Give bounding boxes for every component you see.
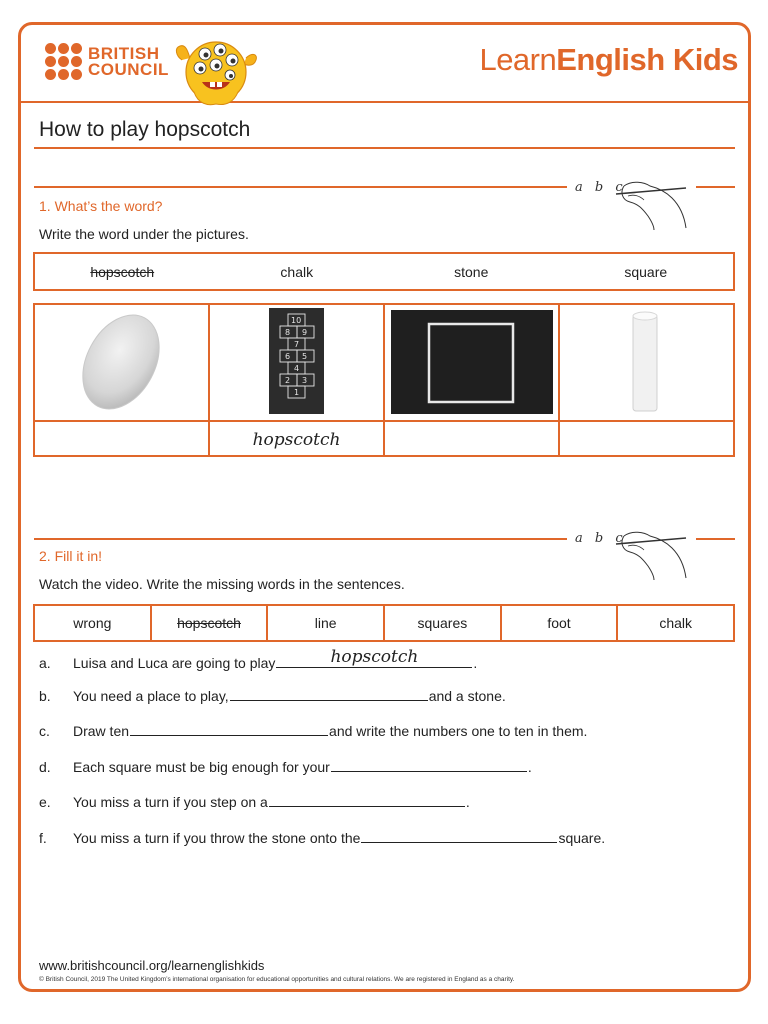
- sentence-text: Draw ten: [73, 723, 130, 739]
- section2-heading: 2. Fill it in!: [39, 548, 103, 564]
- sentence-text: .: [473, 655, 478, 671]
- sentence-text: and write the numbers one to ten in them.: [329, 723, 588, 739]
- sentence-letter: f.: [39, 830, 47, 846]
- section1-rule-left: [34, 186, 567, 188]
- picture-answer: [385, 422, 558, 457]
- svg-text:3: 3: [302, 376, 308, 385]
- sentence-letter: c.: [39, 723, 50, 739]
- logo-line-1: BRITISH: [88, 43, 160, 63]
- sentence-e: [39, 793, 470, 810]
- section2-abc: a b c: [575, 531, 627, 546]
- picture-table: [33, 303, 735, 457]
- svg-text:2: 2: [285, 376, 291, 385]
- svg-text:1: 1: [294, 388, 300, 397]
- section2-rule-left: [34, 538, 567, 540]
- word-bank-item: square: [624, 263, 668, 280]
- learnenglish-kids-logo: [479, 42, 738, 78]
- svg-text:6: 6: [285, 352, 291, 361]
- stone-image: [75, 309, 167, 415]
- word-bank-item: foot: [500, 606, 617, 640]
- section1-abc: a b c: [575, 180, 627, 195]
- svg-text:5: 5: [302, 352, 308, 361]
- answer-blank[interactable]: [331, 758, 527, 772]
- sentence-text: Luisa and Luca are going to play: [73, 655, 276, 671]
- writing-hand-icon: [614, 522, 692, 580]
- word-bank-1: [33, 252, 735, 291]
- answer-blank[interactable]: [276, 647, 472, 668]
- section1-rule-right: [696, 186, 735, 188]
- sentence-c: [39, 722, 587, 739]
- word-bank-item: line: [266, 606, 383, 640]
- footer-legal: © British Council, 2019 The United Kingdom’s international organisation for educational opportunities and cultural relations. We are registered in England as a charity.: [39, 976, 515, 983]
- title-underline: [34, 147, 735, 149]
- word-bank-item: chalk: [616, 606, 733, 640]
- footer-url[interactable]: www.britishcouncil.org/learnenglishkids: [39, 958, 265, 973]
- section2-rule-right: [696, 538, 735, 540]
- section2-instruction: Watch the video. Write the missing words in the sentences.: [39, 576, 405, 592]
- british-council-dots-icon: [45, 43, 82, 80]
- sentence-a: [39, 647, 478, 671]
- sentence-f: [39, 829, 605, 846]
- page-frame: [18, 22, 751, 992]
- sentence-letter: d.: [39, 759, 51, 775]
- svg-text:7: 7: [294, 340, 300, 349]
- chalk-image: [631, 309, 661, 415]
- sentence-text: and a stone.: [428, 688, 506, 704]
- writing-hand-icon: [614, 172, 692, 230]
- answer-blank[interactable]: [361, 829, 557, 843]
- section1-heading: 1. What’s the word?: [39, 198, 163, 214]
- answer-blank[interactable]: [130, 722, 328, 736]
- sentence-b: [39, 687, 506, 704]
- word-bank-item: stone: [454, 263, 489, 280]
- british-council-logo: [45, 43, 169, 80]
- answer-text: hopscotch: [330, 647, 419, 667]
- word-bank-item: hopscotch: [150, 606, 267, 640]
- word-bank-2: [33, 604, 735, 642]
- section1-instruction: Write the word under the pictures.: [39, 226, 249, 242]
- answer-blank[interactable]: [230, 687, 428, 701]
- answer-blank[interactable]: [269, 793, 465, 807]
- svg-text:8: 8: [285, 328, 291, 337]
- sentence-letter: b.: [39, 688, 51, 704]
- sentence-text: You miss a turn if you step on a: [73, 794, 268, 810]
- svg-text:10: 10: [291, 316, 302, 325]
- square-image: [391, 310, 553, 414]
- monster-mascot-icon: [172, 34, 260, 106]
- sentence-text: You miss a turn if you throw the stone onto the: [73, 830, 361, 846]
- sentence-d: [39, 758, 532, 775]
- svg-text:9: 9: [302, 328, 308, 337]
- sentence-letter: e.: [39, 794, 51, 810]
- svg-text:4: 4: [294, 364, 300, 373]
- page-title: How to play hopscotch: [39, 118, 251, 141]
- word-bank-item: squares: [383, 606, 500, 640]
- sentence-text: You need a place to play,: [73, 688, 229, 704]
- logo-english-kids: English Kids: [556, 42, 738, 77]
- logo-line-2: COUNCIL: [88, 59, 169, 79]
- sentence-text: Each square must be big enough for your: [73, 759, 330, 775]
- logo-learn: Learn: [479, 42, 557, 77]
- picture-answer: [560, 422, 733, 457]
- sentence-letter: a.: [39, 655, 51, 671]
- picture-answer: [35, 422, 208, 457]
- word-bank-item: chalk: [280, 263, 314, 280]
- word-bank-item: hopscotch: [90, 263, 155, 280]
- sentence-text: .: [465, 794, 470, 810]
- word-bank-item: wrong: [73, 615, 112, 631]
- picture-answer: hopscotch: [252, 429, 341, 450]
- sentence-text: square.: [558, 830, 606, 846]
- sentence-text: .: [527, 759, 532, 775]
- hopscotch-image: [269, 308, 324, 414]
- header-divider: [18, 101, 751, 103]
